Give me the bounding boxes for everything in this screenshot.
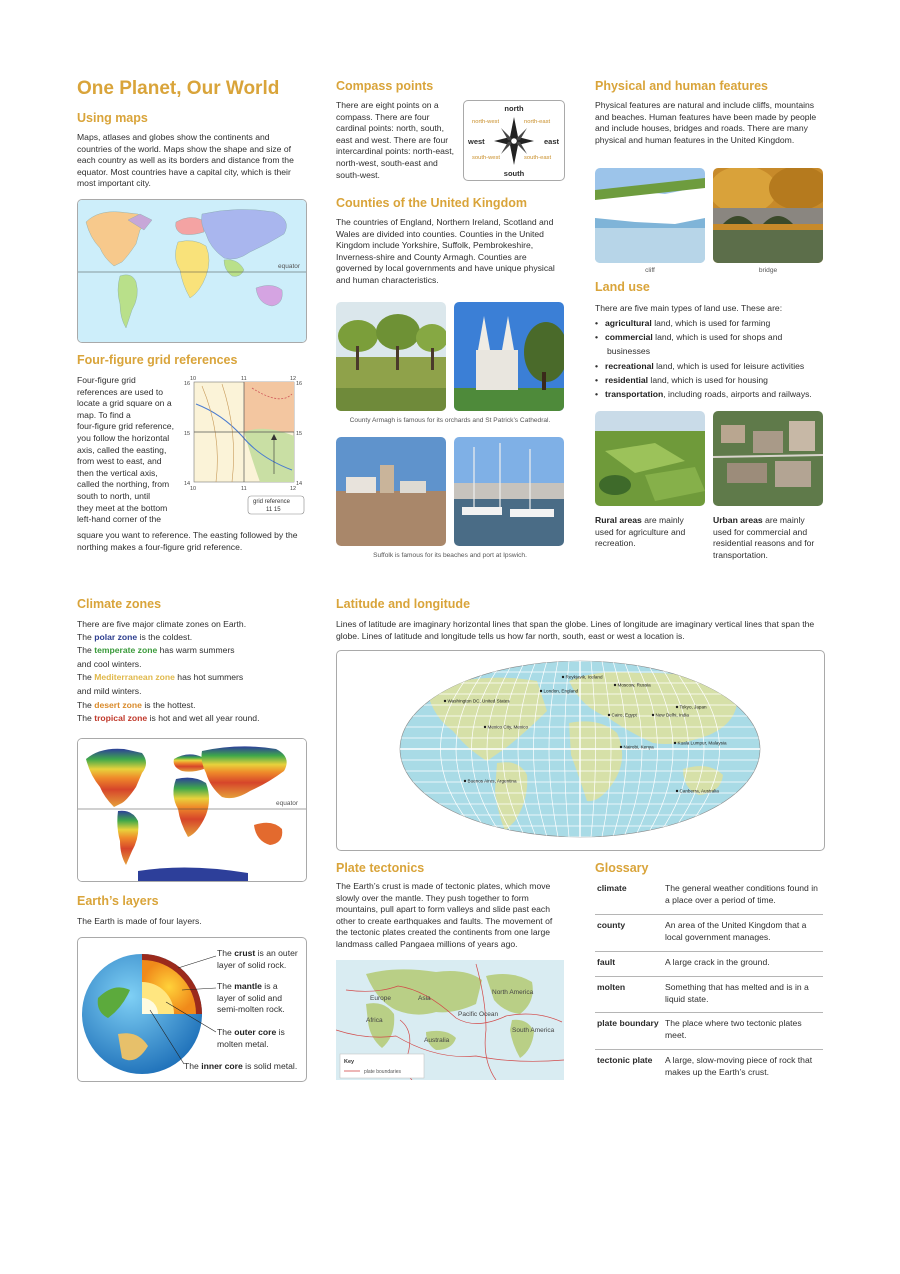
grid-left-15: 15	[184, 431, 191, 437]
latlong-map	[336, 650, 825, 851]
bridge-caption: bridge	[758, 267, 778, 274]
grid-right-16: 16	[296, 381, 303, 387]
city-marker	[676, 706, 678, 708]
glossary-row	[595, 920, 823, 952]
glossary-term: county	[597, 920, 626, 930]
city-label: Reykjavik, Iceland	[565, 674, 603, 680]
city-marker	[608, 714, 610, 716]
land-use-item: • residential land, which is used for housing	[595, 373, 827, 387]
city-marker	[614, 684, 616, 686]
grid-bottom-11: 11	[241, 486, 247, 492]
city-label: Kuala Lumpur, Malaysia	[677, 740, 727, 746]
outer-core-label: The outer core is molten metal.	[217, 1027, 285, 1049]
grid-refs-line: locate a grid square on a	[77, 398, 172, 409]
cliff-caption: cliff	[645, 267, 655, 274]
rural-photo	[595, 411, 705, 506]
grid-refs-line: then the vertical axis,	[77, 467, 158, 478]
climate-line: The temperate zone has warm summers	[77, 645, 235, 656]
climate-intro: There are five major climate zones on Earth.	[77, 619, 247, 629]
grid-refs-line: four-figure grid reference,	[77, 421, 174, 432]
orchard-photo	[336, 302, 446, 411]
layers-intro: The Earth is made of four layers.	[77, 916, 202, 926]
city-label: Moscow, Russia	[617, 682, 651, 688]
compass-se: south-east	[524, 155, 552, 161]
city-label: Mexico City, Mexico	[487, 724, 528, 730]
city-label: London, England	[543, 688, 579, 694]
latlong-heading: Latitude and longitude	[336, 597, 471, 611]
grid-right-14: 14	[296, 481, 303, 487]
climate-line: The desert zone is the hottest.	[77, 699, 196, 710]
grid-bottom-10: 10	[190, 486, 197, 492]
glossary-term: climate	[597, 883, 627, 893]
inner-core-label: The inner core is solid metal.	[184, 1061, 298, 1071]
cathedral-photo	[454, 302, 564, 411]
city-marker	[652, 714, 654, 716]
equator-label: equator	[278, 263, 301, 270]
glossary-definition: Something that has melted and is in a liquid state.	[665, 982, 809, 1004]
city-marker	[484, 726, 486, 728]
climate-heading: Climate zones	[77, 597, 162, 611]
page-title: One Planet, Our World	[77, 78, 280, 99]
plates-heading: Plate tectonics	[336, 861, 425, 875]
city-label: Canberra, Australia	[679, 788, 719, 794]
grid-refs-heading: Four-figure grid references	[77, 353, 238, 367]
glossary-term: plate boundary	[597, 1018, 659, 1028]
physical-human-heading: Physical and human features	[595, 79, 768, 93]
mantle-label: The mantle is a layer of solid and semi-molten rock.	[217, 981, 285, 1015]
city-label: Tokyo, Japan	[679, 704, 707, 710]
glossary-definition: The general weather conditions found in a place over a period of time.	[665, 883, 818, 905]
grid-refs-line: south to north, until	[77, 490, 151, 501]
city-label: Cairo, Egypt	[611, 712, 637, 718]
land-use-item: • recreational land, which is used for leisure activities	[595, 359, 827, 373]
climate-zones-map	[77, 738, 307, 882]
using-maps-text: Maps, atlases and globes show the continents and countries of the world. Maps show the shape and size of each country as well as its borders and distance from the equator. Most countries have a capital city, which is their most important city.	[77, 132, 294, 189]
using-maps-heading: Using maps	[77, 111, 148, 125]
plates-europe: Europe	[370, 995, 391, 1002]
city-marker	[620, 746, 622, 748]
climate-line: and cool winters.	[77, 658, 142, 669]
climate-text	[77, 619, 305, 726]
beach-photo	[336, 437, 446, 546]
grid-refs-line: references are used to	[77, 386, 163, 397]
grid-top-12: 12	[290, 376, 297, 382]
city-label: Nairobi, Kenya	[623, 744, 654, 750]
grid-refs-line: map. To find a	[77, 409, 131, 420]
compass-ne: north-east	[524, 119, 551, 125]
glossary-term: molten	[597, 982, 626, 992]
glossary-definition: The place where two tectonic plates meet.	[665, 1018, 802, 1040]
compass-south: south	[503, 169, 525, 178]
urban-photo	[713, 411, 823, 506]
grid-refs-line: left-hand corner of the	[77, 514, 162, 525]
grid-right-15: 15	[296, 431, 303, 437]
compass-west: west	[468, 137, 485, 146]
climate-line: The Mediterranean zone has hot summers	[77, 672, 244, 683]
glossary-row	[595, 1018, 823, 1050]
grid-box-value: 11 15	[266, 507, 281, 513]
compass-text: There are eight points on a compass. There are four cardinal points: north, south, east and west. There are four intercardinal points: north-east, north-west, south-east and south-west.	[336, 100, 454, 180]
tectonic-plates-map	[336, 960, 564, 1080]
land-use-item: • agricultural land, which is used for farming	[595, 316, 827, 330]
bridge-photo	[713, 168, 823, 263]
glossary-definition: An area of the United Kingdom that a local government manages.	[665, 920, 807, 942]
grid-left-14: 14	[184, 481, 191, 487]
glossary-row	[595, 1055, 823, 1086]
grid-box-label: grid reference	[253, 499, 291, 505]
counties-text: The countries of England, Northern Ireland, Scotland and Wales are divided into counties. Counties in the United Kingdom include Yorkshire, Suffolk, Pembrokeshire, Inverness-shire and County Armagh. Counties are governed by local governments and have unique physical and human characteristics.	[336, 217, 555, 285]
plates-south-america: South America	[512, 1027, 555, 1034]
glossary-term: fault	[597, 957, 616, 967]
city-marker	[464, 780, 466, 782]
city-marker	[674, 742, 676, 744]
latlong-text: Lines of latitude are imaginary horizontal lines that span the globe. Lines of longitude are imaginary vertical lines that span the globe. Lines of latitude and longitude tells us how far north, south, east or west a location is.	[336, 619, 815, 641]
suffolk-caption: Suffolk is famous for its beaches and port at Ipswich.	[373, 552, 527, 559]
plates-pacific: Pacific Ocean	[458, 1011, 499, 1018]
grid-refs-line: from west to east, and	[77, 456, 162, 467]
city-marker	[562, 676, 564, 678]
crust-label: The crust is an outer layer of solid rock.	[217, 948, 298, 970]
grid-bottom-12: 12	[290, 486, 297, 492]
land-use-intro: There are five main types of land use. These are:	[595, 303, 783, 313]
plates-key-item: plate boundaries	[364, 1069, 401, 1075]
glossary-row	[595, 883, 823, 915]
physical-human-text: Physical features are natural and include cliffs, mountains and beaches. Human features have been made by people and include houses, bridges and roads. There are many physical and human features in the United Kingdom.	[595, 100, 817, 145]
compass-heading: Compass points	[336, 79, 434, 93]
grid-refs-line: you follow the horizontal	[77, 432, 170, 443]
climate-line: and mild winters.	[77, 685, 142, 696]
grid-refs-text-tail: square you want to reference. The easting followed by the northing makes a four-figure grid reference.	[77, 530, 298, 552]
grid-refs-line: Four-figure grid	[77, 375, 136, 385]
land-use-heading: Land use	[595, 280, 650, 294]
plates-text: The Earth’s crust is made of tectonic plates, which move slowly over the mantle. They push together to form mountains, pull apart to form valleys and slide past each other to create earthquakes and faults. The movement of the tectonic plates created the continents from one large landmass called Pangaea millions of years ago.	[336, 881, 553, 949]
glossary-definition: A large crack in the ground.	[665, 957, 770, 967]
plates-key-title: Key	[344, 1059, 355, 1065]
grid-reference-diagram	[182, 374, 306, 516]
grid-left-16: 16	[184, 381, 191, 387]
port-photo	[454, 437, 564, 546]
plates-asia: Asia	[418, 995, 431, 1002]
compass-diagram	[463, 100, 565, 181]
glossary-heading: Glossary	[595, 861, 649, 875]
land-use-item: • transportation, including roads, airports and railways.	[595, 387, 827, 401]
rural-text: Rural areas are mainly used for agriculture and recreation.	[595, 515, 686, 549]
counties-heading: Counties of the United Kingdom	[336, 196, 527, 210]
glossary-row	[595, 957, 823, 977]
plates-north-america: North America	[492, 989, 534, 996]
grid-refs-line: they meet at the bottom	[77, 502, 168, 513]
urban-text: Urban areas are mainly used for commercial and residential reasons and for transportation.	[713, 515, 815, 560]
armagh-caption: County Armagh is famous for its orchards and St Patrick’s Cathedral.	[349, 417, 551, 424]
earth-layers-diagram	[77, 937, 307, 1082]
compass-east: east	[544, 137, 560, 146]
plates-africa: Africa	[366, 1017, 383, 1024]
land-use-item: • commercial land, which is used for shops and	[595, 330, 827, 344]
glossary-definition: A large, slow-moving piece of rock that makes up the Earth’s crust.	[665, 1055, 813, 1077]
city-marker	[540, 690, 542, 692]
grid-refs-line: called the northing, from	[77, 479, 170, 490]
city-label: Buenos Aires, Argentina	[467, 778, 517, 784]
compass-sw: south-west	[472, 155, 501, 161]
layers-heading: Earth’s layers	[77, 894, 159, 908]
glossary-row	[595, 982, 823, 1013]
compass-north: north	[504, 104, 524, 113]
climate-equator-label: equator	[276, 800, 299, 807]
climate-line: The tropical zone is hot and wet all year round.	[77, 713, 260, 724]
compass-nw: north-west	[472, 119, 500, 125]
climate-line: The polar zone is the coldest.	[77, 631, 193, 642]
land-use-list	[595, 316, 827, 401]
plates-australia: Australia	[424, 1037, 450, 1044]
world-political-map	[77, 199, 307, 343]
grid-top-10: 10	[190, 376, 197, 382]
city-marker	[676, 790, 678, 792]
cliff-photo	[595, 168, 705, 263]
grid-refs-text	[77, 375, 174, 526]
land-use-item: businesses	[607, 346, 650, 357]
grid-top-11: 11	[241, 376, 247, 382]
city-label: New Delhi, India	[655, 712, 689, 718]
city-label: Washington DC, United States	[447, 698, 510, 704]
glossary-term: tectonic plate	[597, 1055, 653, 1065]
city-marker	[444, 700, 446, 702]
grid-refs-line: axis, called the easting,	[77, 444, 167, 455]
